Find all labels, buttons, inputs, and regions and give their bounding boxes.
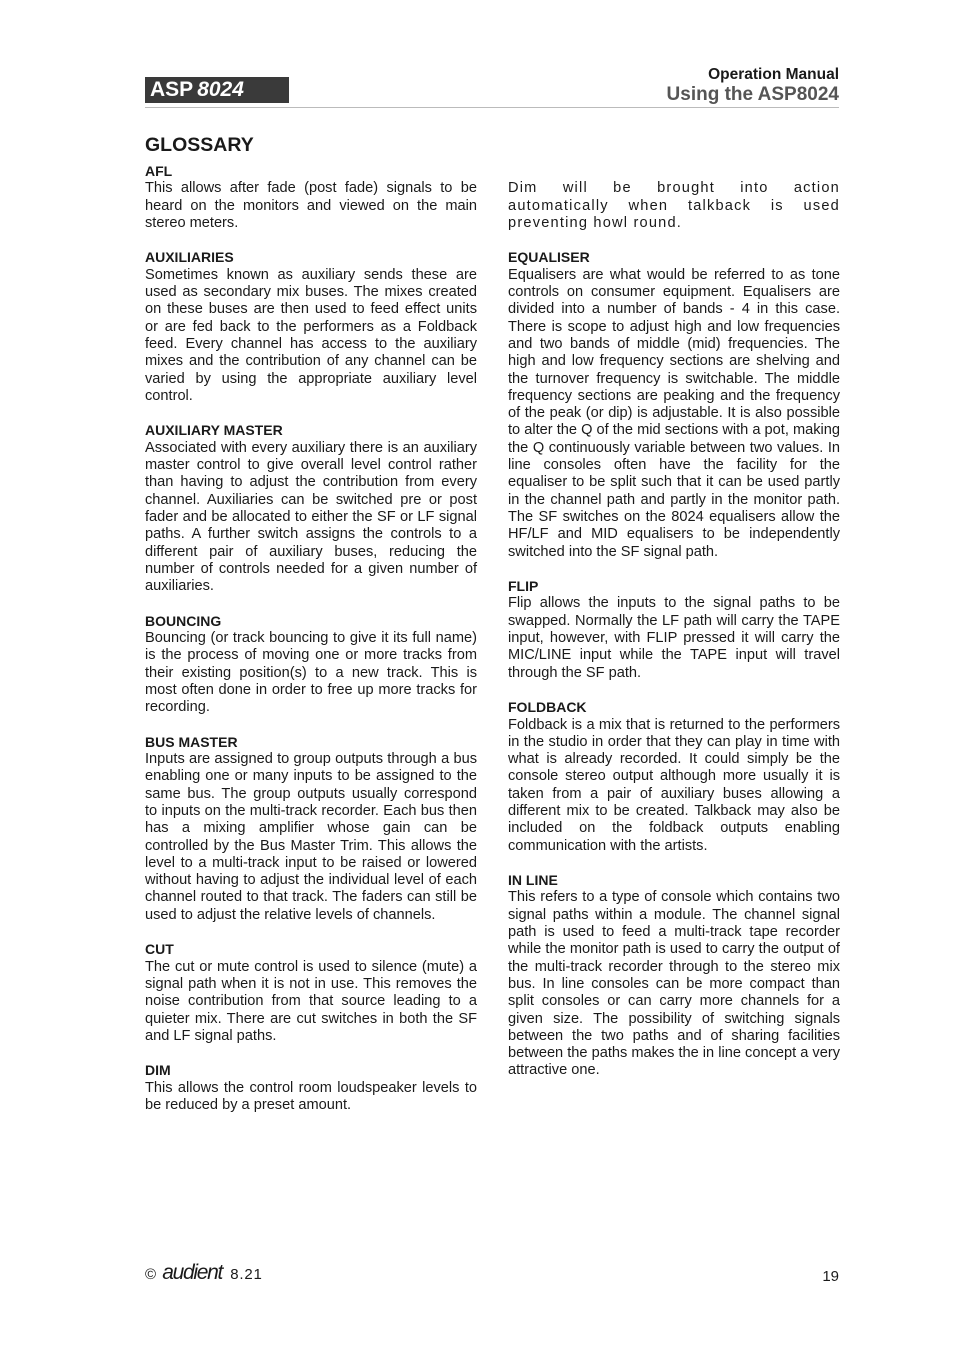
glossary-definition: Bouncing (or track bouncing to give it its full name) is the process of moving one or more tracks from their existing position(s) to a new track. This is most often done in order to free up more tracks for recording. [145,630,477,716]
glossary-entry-foldback [508,699,840,855]
manual-title: Operation Manual [708,66,839,83]
glossary-definition: Flip allows the inputs to the signal paths to be swapped. Normally the LF path will carry the TAPE input, however, with FLIP pressed it will carry the MIC/LINE input while the TAPE input will travel through the SF path. [508,595,840,681]
glossary-definition: This allows after fade (post fade) signals to be heard on the monitors and viewed on the main stereo meters. [145,180,477,231]
glossary-term: EQUALISER [508,249,590,266]
glossary-term: CUT [145,941,174,958]
copyright-symbol: © [145,1266,157,1283]
glossary-definition: Foldback is a mix that is returned to the performers in the studio in order that they can play in time with what is already recorded. It could simply be the console stereo output although more usually it is taken from a pair of auxiliary buses allowing a different mix to be created. Talkback may also be included on the foldback outputs enabling communication with the artists. [508,716,840,854]
glossary-entry-auxiliaries [145,249,477,405]
glossary-term: FLIP [508,578,539,595]
glossary-term: BOUNCING [145,612,222,629]
glossary-term: AFL [145,163,173,179]
glossary-term: DIM [145,1062,171,1079]
glossary-right-column [508,163,840,1097]
glossary-definition: This refers to a type of console which contains two signal paths within a module. The channel signal path is used to feed a multi-track tape recorder while the monitor path is used to carry the output of the multi-track recorder through to the stereo mix bus. In line consoles can be more compact than split consoles or can carry more channels for a given size. The possibility of switching signals between the two paths and of sharing facilities between the paths makes the in line concept a very attractive one. [508,889,840,1079]
glossary-entry-bus-master [145,734,477,924]
glossary-definition: Associated with every auxiliary there is an auxiliary master control to give overall level control rather than having to adjust the contribution from every channel. Auxiliaries can be switched pre or post fader and be allocated to either the SF or LF signal paths. A further switch assigns the controls to a different pair of auxiliary buses, reducing the number of controls needed for a given number of auxiliaries. [145,439,477,595]
glossary-definition: Equalisers are what would be referred to as tone controls on consumer equipment. Equalisers are divided into a number of bands - 4 in this case. There is scope to adjust high and low frequencies and two bands of middle (mid) frequencies. The high and low frequency sections are shelving and the turnover frequency is switchable. The middle frequency sections are peaking and the frequency of the peak (or dip) is adjustable. It is also possible to alter the Q of the mid sections with a pot, making the Q continuously variable between two values. In line consoles often have the facility for the equaliser to be split such that it can be used partly in the channel path and partly in the monitor path. The SF switches on the 8024 equalisers allow the HF/LF and MID equalisers to be independently switched into the SF signal path. [508,266,840,560]
asp8024-logo [145,77,289,103]
glossary-definition: Inputs are assigned to group outputs through a bus enabling one or many inputs to be assigned to the same bus. The group outputs usually correspond to inputs on the multi-track recorder. Each bus then has a mixing amplifier whose gain can be controlled by the Bus Master Trim. This allows the level to a multi-track input to be raised or lowered without having to adjust the individual level of each channel routed to that track. The faders can still be used to adjust the relative levels of channels. [145,751,477,923]
glossary-entry-in-line [508,872,840,1080]
glossary-entry-flip [508,578,840,682]
glossary-entry-bouncing [145,613,477,717]
audient-logo: audient [162,1261,223,1284]
header-titles [667,66,839,106]
page-title: GLOSSARY [145,134,254,156]
glossary-term: FOLDBACK [508,699,587,716]
glossary-entry-afl [145,163,477,232]
glossary-definition: This allows the control room loudspeaker levels to be reduced by a preset amount. [145,1079,477,1114]
glossary-definition-continuation: Dim will be brought into action automatically when talkback is used preventing howl round. [508,180,840,231]
page-number: 19 [822,1268,839,1285]
glossary-term: BUS MASTER [145,733,238,750]
glossary-term: AUXILIARIES [145,249,234,266]
footer-copyright [145,1262,263,1286]
glossary-term: IN LINE [508,872,558,889]
glossary-definition: The cut or mute control is used to silence (mute) a signal path when it is not in use. This removes the noise contribution from that source leading to a quieter mix. There are cut switches in both the SF and LF signal paths. [145,958,477,1044]
manual-version: 8.21 [230,1266,263,1283]
glossary-term: AUXILIARY MASTER [145,422,283,439]
glossary-entry-cut [145,941,477,1045]
header-divider [145,107,839,108]
logo-model: 8024 [197,78,244,101]
section-title: Using the ASP8024 [666,84,839,105]
glossary-entry-auxiliary-master [145,422,477,595]
glossary-entry-equaliser [508,249,840,560]
glossary-definition: Sometimes known as auxiliary sends these are used as secondary mix buses. The mixes created on these buses are then used to feed effect units or are fed back to the performers as a Foldback feed. Every channel has access to the auxiliary mixes and the contribution of any channel can be varied by using the appropriate auxiliary level control. [145,266,477,404]
glossary-entry-dim-continued [508,180,840,232]
logo-brand: ASP [150,78,194,101]
glossary-entry-dim [145,1062,477,1114]
glossary-left-column [145,163,477,1132]
